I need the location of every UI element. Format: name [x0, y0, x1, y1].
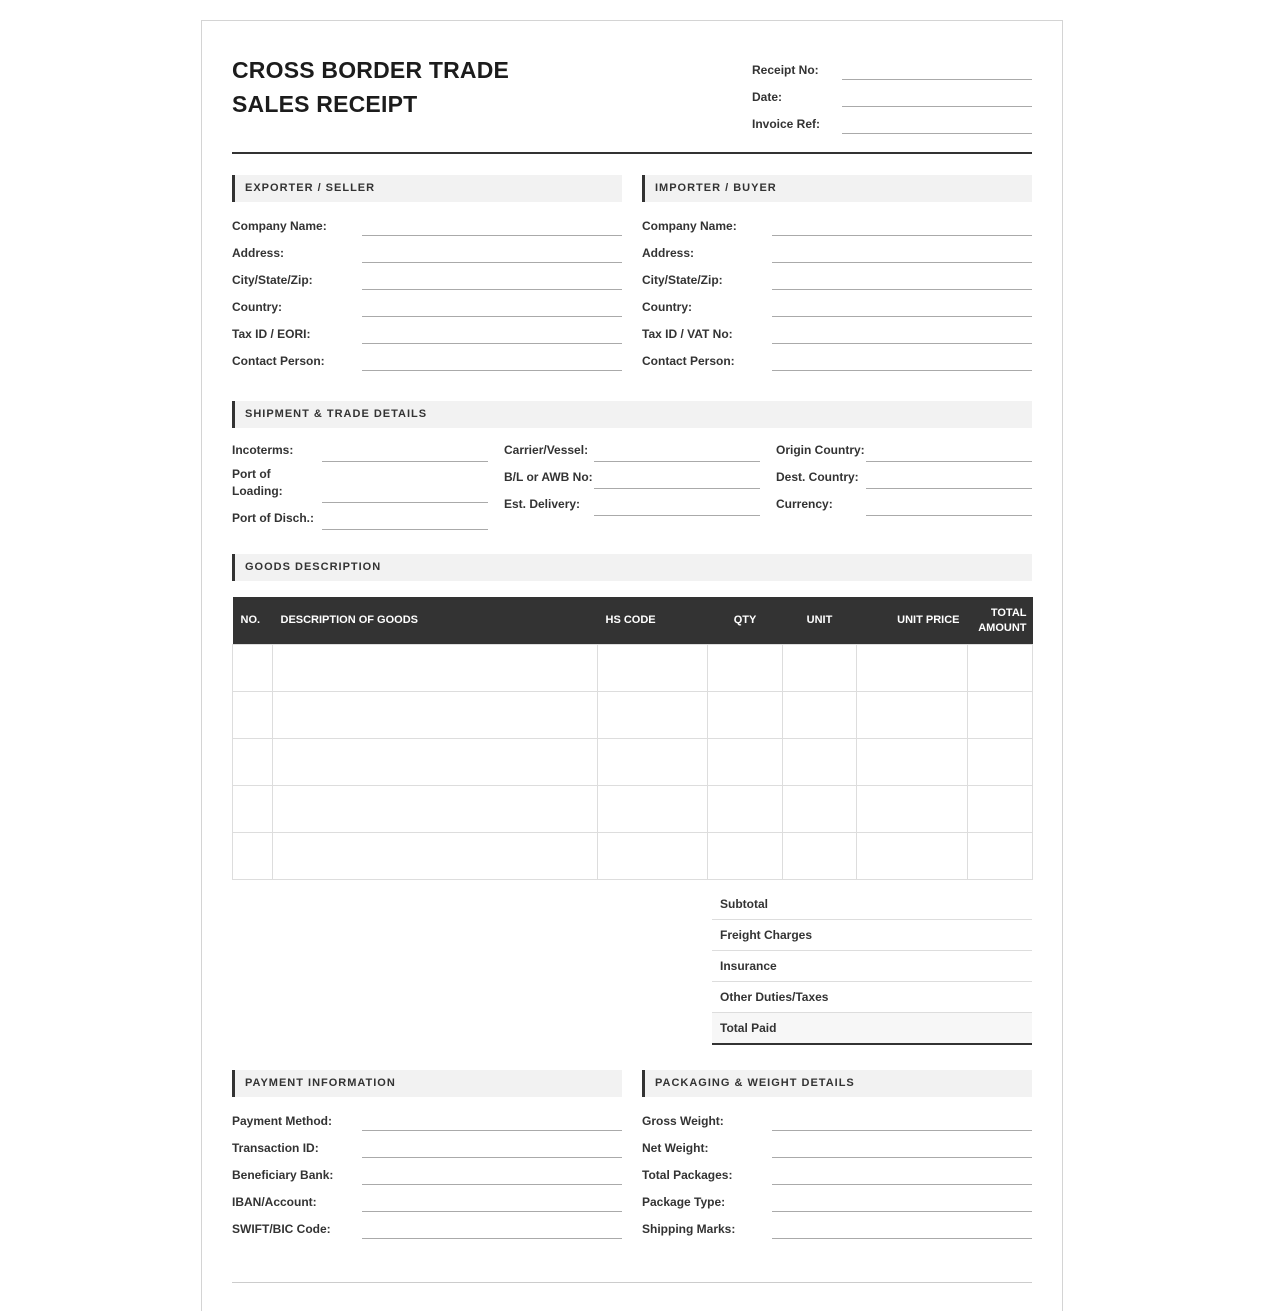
- exporter-field-row: [232, 290, 622, 317]
- shipment-fields: [232, 435, 1032, 530]
- packaging-field-row: [642, 1185, 1032, 1212]
- table-cell[interactable]: [968, 786, 1033, 833]
- exporter-company-label: Company Name:: [232, 219, 327, 233]
- table-cell[interactable]: [708, 833, 783, 880]
- exporter-field-row: [232, 317, 622, 344]
- table-cell[interactable]: [857, 833, 968, 880]
- table-cell[interactable]: [273, 692, 598, 739]
- shipment-column-3: [776, 435, 1032, 530]
- importer-taxid-label: Tax ID / VAT No:: [642, 327, 733, 341]
- exporter-country-input[interactable]: [362, 296, 622, 317]
- beneficiary-bank-input[interactable]: [362, 1164, 622, 1185]
- transaction-id-input[interactable]: [362, 1137, 622, 1158]
- net-weight-input[interactable]: [772, 1137, 1032, 1158]
- table-cell[interactable]: [968, 833, 1033, 880]
- receipt-no-row: [752, 53, 1032, 80]
- swift-label: SWIFT/BIC Code:: [232, 1222, 331, 1236]
- other-duties-row[interactable]: Other Duties/Taxes: [712, 982, 1032, 1013]
- header-divider: [232, 152, 1032, 154]
- importer-country-label: Country:: [642, 300, 692, 314]
- goods-section: [232, 554, 1032, 581]
- document-title: [232, 53, 652, 121]
- exporter-city-label: City/State/Zip:: [232, 273, 313, 287]
- table-cell[interactable]: [783, 833, 857, 880]
- carrier-label: Carrier/Vessel:: [504, 443, 589, 457]
- table-cell[interactable]: [857, 645, 968, 692]
- importer-country-input[interactable]: [772, 296, 1032, 317]
- importer-field-row: [642, 236, 1032, 263]
- table-cell[interactable]: [233, 692, 273, 739]
- invoice-ref-label: Invoice Ref:: [752, 117, 821, 131]
- insurance-row[interactable]: Insurance: [712, 951, 1032, 982]
- packaging-field-row: [642, 1131, 1032, 1158]
- col-description-header: DESCRIPTION OF GOODS: [273, 597, 598, 645]
- col-total-amount-header: TOTAL AMOUNT: [968, 597, 1033, 645]
- col-qty-header: QTY: [708, 597, 783, 645]
- table-cell[interactable]: [598, 786, 708, 833]
- exporter-section: [232, 175, 622, 371]
- table-cell[interactable]: [598, 833, 708, 880]
- transaction-id-label: Transaction ID:: [232, 1141, 319, 1155]
- net-weight-label: Net Weight:: [642, 1141, 709, 1155]
- payment-method-input[interactable]: [362, 1110, 622, 1131]
- goods-heading: GOODS DESCRIPTION: [232, 554, 1032, 581]
- table-cell[interactable]: [233, 645, 273, 692]
- payment-section: [232, 1070, 622, 1239]
- table-cell[interactable]: [598, 645, 708, 692]
- shipment-field-row: [776, 489, 1032, 516]
- importer-company-input[interactable]: [772, 215, 1032, 236]
- table-cell[interactable]: [598, 739, 708, 786]
- importer-taxid-input[interactable]: [772, 323, 1032, 344]
- shipment-field-row: [232, 462, 488, 503]
- table-row: [233, 739, 1033, 786]
- table-cell[interactable]: [273, 739, 598, 786]
- importer-contact-input[interactable]: [772, 350, 1032, 371]
- importer-field-row: [642, 290, 1032, 317]
- table-cell[interactable]: [233, 833, 273, 880]
- importer-city-input[interactable]: [772, 269, 1032, 290]
- carrier-input[interactable]: [594, 441, 760, 462]
- importer-field-row: [642, 344, 1032, 371]
- table-cell[interactable]: [857, 692, 968, 739]
- payment-field-row: [232, 1185, 622, 1212]
- date-field[interactable]: [842, 89, 1032, 107]
- shipment-field-row: [776, 462, 1032, 489]
- importer-field-row: [642, 317, 1032, 344]
- exporter-taxid-input[interactable]: [362, 323, 622, 344]
- title-line-2: SALES RECEIPT: [232, 91, 418, 117]
- invoice-ref-field[interactable]: [842, 116, 1032, 134]
- exporter-contact-input[interactable]: [362, 350, 622, 371]
- table-cell[interactable]: [273, 645, 598, 692]
- total-packages-input[interactable]: [772, 1164, 1032, 1185]
- gross-weight-input[interactable]: [772, 1110, 1032, 1131]
- shipment-section: [232, 401, 1032, 428]
- col-hscode-header: HS CODE: [598, 597, 708, 645]
- importer-field-row: [642, 209, 1032, 236]
- currency-input[interactable]: [866, 495, 1032, 516]
- exporter-taxid-label: Tax ID / EORI:: [232, 327, 311, 341]
- goods-header-row: [233, 597, 1033, 645]
- table-cell[interactable]: [783, 786, 857, 833]
- table-cell[interactable]: [708, 786, 783, 833]
- date-row: [752, 80, 1032, 107]
- totals-block: [712, 889, 1032, 1045]
- table-cell[interactable]: [708, 692, 783, 739]
- shipment-column-2: [504, 435, 760, 530]
- exporter-country-label: Country:: [232, 300, 282, 314]
- exporter-field-row: [232, 236, 622, 263]
- exporter-field-row: [232, 344, 622, 371]
- beneficiary-bank-label: Beneficiary Bank:: [232, 1168, 334, 1182]
- table-cell[interactable]: [857, 786, 968, 833]
- col-unit-header: UNIT: [783, 597, 857, 645]
- port-discharge-input[interactable]: [322, 509, 488, 530]
- title-line-1: CROSS BORDER TRADE: [232, 57, 510, 83]
- exporter-field-row: [232, 209, 622, 236]
- receipt-no-label: Receipt No:: [752, 63, 819, 77]
- origin-country-label: Origin Country:: [776, 443, 865, 457]
- iban-input[interactable]: [362, 1191, 622, 1212]
- table-cell[interactable]: [968, 692, 1033, 739]
- table-cell[interactable]: [968, 645, 1033, 692]
- table-cell[interactable]: [968, 739, 1033, 786]
- packaging-section: [642, 1070, 1032, 1239]
- est-delivery-label: Est. Delivery:: [504, 497, 581, 511]
- table-cell[interactable]: [598, 692, 708, 739]
- shipping-marks-input[interactable]: [772, 1218, 1032, 1239]
- col-no-header: NO.: [233, 597, 273, 645]
- table-row: [233, 645, 1033, 692]
- table-cell[interactable]: [233, 786, 273, 833]
- shipment-column-1: [232, 435, 488, 530]
- date-label: Date:: [752, 90, 783, 104]
- receipt-page: [201, 20, 1063, 1311]
- payment-method-label: Payment Method:: [232, 1114, 333, 1128]
- table-row: [233, 833, 1033, 880]
- payment-field-row: [232, 1158, 622, 1185]
- shipment-heading: SHIPMENT & TRADE DETAILS: [232, 401, 1032, 428]
- dest-country-input[interactable]: [866, 468, 1032, 489]
- bl-awb-label: B/L or AWB No:: [504, 470, 593, 484]
- table-cell[interactable]: [783, 645, 857, 692]
- exporter-field-row: [232, 263, 622, 290]
- table-cell[interactable]: [233, 739, 273, 786]
- table-cell[interactable]: [708, 739, 783, 786]
- importer-address-input[interactable]: [772, 242, 1032, 263]
- shipment-field-row: [232, 503, 488, 530]
- incoterms-input[interactable]: [322, 441, 488, 462]
- port-loading-input[interactable]: [322, 482, 488, 503]
- shipping-marks-label: Shipping Marks:: [642, 1222, 736, 1236]
- freight-charges-row[interactable]: Freight Charges: [712, 920, 1032, 951]
- importer-company-label: Company Name:: [642, 219, 737, 233]
- table-cell[interactable]: [857, 739, 968, 786]
- packaging-field-row: [642, 1104, 1032, 1131]
- table-cell[interactable]: [783, 739, 857, 786]
- incoterms-label: Incoterms:: [232, 443, 294, 457]
- packaging-field-row: [642, 1158, 1032, 1185]
- exporter-address-input[interactable]: [362, 242, 622, 263]
- payment-field-row: [232, 1131, 622, 1158]
- currency-label: Currency:: [776, 497, 833, 511]
- exporter-address-label: Address:: [232, 246, 285, 260]
- importer-field-row: [642, 263, 1032, 290]
- goods-table: [232, 597, 1033, 880]
- packaging-heading: PACKAGING & WEIGHT DETAILS: [642, 1070, 1032, 1097]
- gross-weight-label: Gross Weight:: [642, 1114, 724, 1128]
- table-cell[interactable]: [783, 692, 857, 739]
- payment-heading: PAYMENT INFORMATION: [232, 1070, 622, 1097]
- importer-address-label: Address:: [642, 246, 695, 260]
- table-row: [233, 786, 1033, 833]
- subtotal-row[interactable]: Subtotal: [712, 889, 1032, 920]
- shipment-field-row: [232, 435, 488, 462]
- est-delivery-input[interactable]: [594, 495, 760, 516]
- port-loading-label: Port of Loading:: [232, 467, 283, 498]
- package-type-input[interactable]: [772, 1191, 1032, 1212]
- footer-divider: [232, 1282, 1032, 1283]
- exporter-city-input[interactable]: [362, 269, 622, 290]
- importer-city-label: City/State/Zip:: [642, 273, 723, 287]
- dest-country-label: Dest. Country:: [776, 470, 859, 484]
- exporter-contact-label: Contact Person:: [232, 354, 325, 368]
- col-unit-price-header: UNIT PRICE: [857, 597, 968, 645]
- swift-input[interactable]: [362, 1218, 622, 1239]
- origin-country-input[interactable]: [866, 441, 1032, 462]
- importer-contact-label: Contact Person:: [642, 354, 735, 368]
- table-cell[interactable]: [273, 786, 598, 833]
- receipt-meta: [752, 53, 1032, 134]
- shipment-field-row: [776, 435, 1032, 462]
- payment-field-row: [232, 1104, 622, 1131]
- shipment-field-row: [504, 435, 760, 462]
- table-row: [233, 692, 1033, 739]
- exporter-company-input[interactable]: [362, 215, 622, 236]
- importer-section: [642, 175, 1032, 371]
- total-packages-label: Total Packages:: [642, 1168, 733, 1182]
- shipment-field-row: [504, 462, 760, 489]
- payment-field-row: [232, 1212, 622, 1239]
- total-paid-row[interactable]: Total Paid: [712, 1013, 1032, 1045]
- exporter-heading: EXPORTER / SELLER: [232, 175, 622, 202]
- receipt-no-field[interactable]: [842, 62, 1032, 80]
- iban-label: IBAN/Account:: [232, 1195, 317, 1209]
- shipment-field-row: [504, 489, 760, 516]
- importer-heading: IMPORTER / BUYER: [642, 175, 1032, 202]
- bl-awb-input[interactable]: [594, 468, 760, 489]
- packaging-field-row: [642, 1212, 1032, 1239]
- table-cell[interactable]: [273, 833, 598, 880]
- table-cell[interactable]: [708, 645, 783, 692]
- package-type-label: Package Type:: [642, 1195, 726, 1209]
- invoice-ref-row: [752, 107, 1032, 134]
- port-discharge-label: Port of Disch.:: [232, 511, 315, 525]
